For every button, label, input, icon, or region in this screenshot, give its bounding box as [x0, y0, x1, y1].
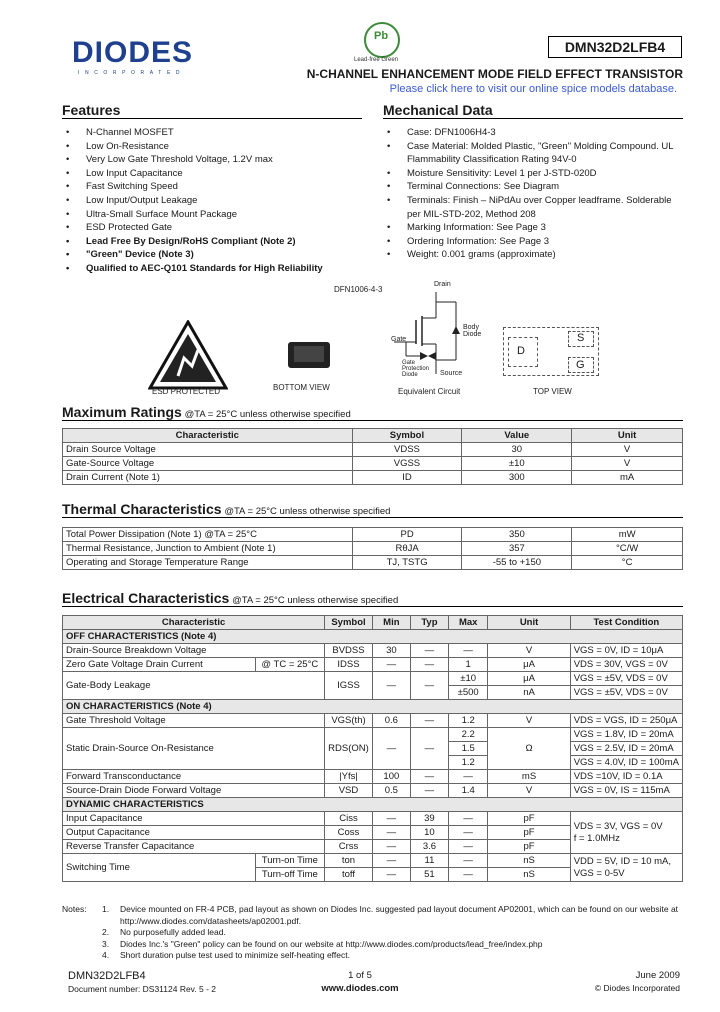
list-item: • Weight: 0.001 grams (approximate) — [383, 248, 683, 262]
table-cell: ±10 — [448, 672, 487, 686]
table-cell: 1.2 — [448, 756, 487, 770]
list-item: • Very Low Gate Threshold Voltage, 1.2V max — [62, 153, 362, 167]
table-row — [63, 714, 683, 728]
table-cell: 1.2 — [448, 714, 487, 728]
list-item: • Lead Free By Design/RoHS Compliant (Note 2) — [62, 235, 362, 249]
table-cell: Thermal Resistance, Junction to Ambient (Note 1) — [63, 542, 353, 556]
table-cell: BVDSS — [325, 644, 373, 658]
table-row — [63, 471, 683, 485]
list-item: • Case Material: Molded Plastic, "Green" Molding Compound. UL Flammability Classification Rating 94V-0 — [383, 140, 683, 167]
dynamic-characteristics-title: DYNAMIC CHARACTERISTICS — [63, 798, 683, 812]
table-header: Unit — [488, 616, 570, 630]
table-cell: — — [372, 854, 410, 868]
table-cell: — — [448, 644, 487, 658]
table-cell: °C — [572, 556, 683, 570]
table-cell: — — [372, 826, 410, 840]
logo-subtext: INCORPORATED — [78, 70, 186, 76]
table-cell: ±500 — [448, 686, 487, 700]
table-cell: 51 — [410, 868, 448, 882]
table-cell: °C/W — [572, 542, 683, 556]
list-item: • Qualified to AEC-Q101 Standards for High Reliability — [62, 262, 362, 276]
table-cell: VDSS — [352, 443, 462, 457]
electrical-heading — [62, 590, 683, 607]
table-cell: nS — [488, 854, 570, 868]
table-cell: — — [372, 728, 410, 770]
list-item: • Low Input/Output Leakage — [62, 194, 362, 208]
table-cell: VGSS — [352, 457, 462, 471]
table-cell: @ TC = 25°C — [255, 658, 325, 672]
table-cell: — — [410, 770, 448, 784]
table-cell: Operating and Storage Temperature Range — [63, 556, 353, 570]
table-cell: RθJA — [352, 542, 462, 556]
table-cell: Ω — [488, 728, 570, 770]
on-characteristics-title: ON CHARACTERISTICS (Note 4) — [63, 700, 683, 714]
table-cell: Crss — [325, 840, 373, 854]
table-cell: 100 — [372, 770, 410, 784]
table-cell: IDSS — [325, 658, 373, 672]
table-cell: TJ, TSTG — [352, 556, 462, 570]
list-item: • Fast Switching Speed — [62, 180, 362, 194]
table-header: Characteristic — [63, 429, 353, 443]
table-cell — [570, 812, 682, 854]
table-cell: — — [372, 658, 410, 672]
table-cell: — — [448, 826, 487, 840]
table-cell: -55 to +150 — [462, 556, 572, 570]
table-cell: 0.6 — [372, 714, 410, 728]
table-cell: 30 — [462, 443, 572, 457]
table-cell: VGS = ±5V, VDS = 0V — [570, 686, 682, 700]
table-cell: pF — [488, 826, 570, 840]
table-cell: Static Drain-Source On-Resistance — [63, 728, 325, 770]
table-cell: VGS = 1.8V, ID = 20mA — [570, 728, 682, 742]
table-cell: Reverse Transfer Capacitance — [63, 840, 325, 854]
table-header: Characteristic — [63, 616, 325, 630]
table-row — [63, 854, 683, 868]
table-cell: 10 — [410, 826, 448, 840]
table-cell: 2.2 — [448, 728, 487, 742]
table-cell: ±10 — [462, 457, 572, 471]
table-cell: Total Power Dissipation (Note 1) @TA = 25°C — [63, 528, 353, 542]
thermal-table — [62, 527, 683, 570]
note-item: 4. Short duration pulse test used to minimize self-heating effect. — [102, 950, 350, 960]
pin-g-label: G — [576, 359, 585, 371]
table-cell: V — [572, 443, 683, 457]
features-heading: Features — [62, 102, 362, 119]
table-cell — [570, 854, 682, 882]
table-cell: RDS(ON) — [325, 728, 373, 770]
thermal-title: Thermal Characteristics — [62, 501, 222, 517]
pin-d-label: D — [517, 345, 525, 357]
footer-date: June 2009 — [635, 970, 680, 981]
table-cell: Switching Time — [63, 854, 256, 882]
table-cell: 1.4 — [448, 784, 487, 798]
features-list — [62, 126, 362, 276]
lead-free-label: Lead-free Green — [354, 57, 399, 63]
switching-condition-2: VGS = 0-5V — [573, 867, 625, 879]
table-cell: VGS(th) — [325, 714, 373, 728]
table-cell: Gate-Source Voltage — [63, 457, 353, 471]
esd-label: ESD PROTECTED — [152, 387, 221, 396]
table-cell: PD — [352, 528, 462, 542]
table-header: Unit — [572, 429, 683, 443]
footer-page-number: 1 of 5 — [348, 970, 372, 981]
table-cell: 1 — [448, 658, 487, 672]
off-characteristics-title: OFF CHARACTERISTICS (Note 4) — [63, 630, 683, 644]
table-row — [63, 457, 683, 471]
list-item: • Moisture Sensitivity: Level 1 per J-STD-020D — [383, 167, 683, 181]
table-cell: — — [372, 812, 410, 826]
table-cell: Turn-on Time — [255, 854, 325, 868]
table-cell: 30 — [372, 644, 410, 658]
table-cell: pF — [488, 812, 570, 826]
table-cell: ID — [352, 471, 462, 485]
table-cell: 11 — [410, 854, 448, 868]
table-cell: Input Capacitance — [63, 812, 325, 826]
pin-s-label: S — [577, 332, 585, 344]
spice-models-link[interactable]: Please click here to visit our online spice models database. — [389, 83, 677, 95]
switching-condition-1: VDD = 5V, ID = 10 mA, — [573, 855, 672, 867]
table-header: Max — [448, 616, 487, 630]
footer-document-number: Document number: DS31124 Rev. 5 - 2 — [68, 984, 217, 994]
table-cell: IGSS — [325, 672, 373, 700]
table-cell: Gate-Body Leakage — [63, 672, 325, 700]
notes-list — [102, 904, 682, 962]
cap-condition-2: f = 1.0MHz — [573, 832, 620, 844]
table-cell: ton — [325, 854, 373, 868]
part-number: DMN32D2LFB4 — [548, 36, 682, 58]
table-cell: — — [410, 728, 448, 770]
gate-label: Gate — [391, 336, 407, 343]
list-item: • Ordering Information: See Page 3 — [383, 235, 683, 249]
table-cell: VSD — [325, 784, 373, 798]
table-cell: VGS = 2.5V, ID = 20mA — [570, 742, 682, 756]
footer-website-link[interactable]: www.diodes.com — [321, 983, 399, 994]
table-cell: mW — [572, 528, 683, 542]
table-cell: V — [488, 784, 570, 798]
table-cell: 3.6 — [410, 840, 448, 854]
list-item: • "Green" Device (Note 3) — [62, 248, 362, 262]
table-cell: — — [410, 714, 448, 728]
electrical-condition: @TA = 25°C unless otherwise specified — [232, 595, 399, 606]
table-cell: — — [448, 770, 487, 784]
max-ratings-condition: @TA = 25°C unless otherwise specified — [184, 409, 351, 420]
source-label: Source — [440, 370, 463, 377]
table-cell: V — [488, 714, 570, 728]
table-header: Symbol — [325, 616, 373, 630]
table-row — [63, 812, 683, 826]
list-item: • Terminal Connections: See Diagram — [383, 180, 683, 194]
table-cell: pF — [488, 840, 570, 854]
table-cell: VGS = ±5V, VDS = 0V — [570, 672, 682, 686]
list-item: • Low On-Resistance — [62, 140, 362, 154]
table-cell: 357 — [462, 542, 572, 556]
table-cell: — — [448, 812, 487, 826]
table-cell: 1.5 — [448, 742, 487, 756]
table-cell: toff — [325, 868, 373, 882]
table-row — [63, 644, 683, 658]
table-cell: Coss — [325, 826, 373, 840]
bottom-view-label: BOTTOM VIEW — [273, 383, 330, 392]
table-header: Typ — [410, 616, 448, 630]
table-cell: — — [410, 672, 448, 700]
esd-warning-icon — [148, 320, 228, 390]
footer-part-number: DMN32D2LFB4 — [68, 970, 146, 982]
diodes-logo: DIODES — [72, 36, 194, 69]
list-item: • Marking Information: See Page 3 — [383, 221, 683, 235]
table-cell: VDS =10V, ID = 0.1A — [570, 770, 682, 784]
table-row — [63, 770, 683, 784]
table-header: Symbol — [352, 429, 462, 443]
table-cell: Forward Transconductance — [63, 770, 325, 784]
list-item: • ESD Protected Gate — [62, 221, 362, 235]
table-cell: 300 — [462, 471, 572, 485]
table-cell: Zero Gate Voltage Drain Current — [63, 658, 256, 672]
table-cell: VDS = VGS, ID = 250μA — [570, 714, 682, 728]
table-cell: — — [410, 658, 448, 672]
table-cell: — — [410, 644, 448, 658]
table-cell: — — [372, 672, 410, 700]
table-cell: mA — [572, 471, 683, 485]
table-cell: — — [448, 868, 487, 882]
drain-label: Drain — [434, 281, 451, 288]
table-cell: 350 — [462, 528, 572, 542]
table-cell: nS — [488, 868, 570, 882]
table-cell: — — [372, 868, 410, 882]
mechanical-list — [383, 126, 683, 262]
table-cell: |Yfs| — [325, 770, 373, 784]
body-diode-label: Body Diode — [463, 324, 482, 338]
table-cell: V — [488, 644, 570, 658]
package-bottom-icon — [286, 340, 332, 370]
note-item: 3. Diodes Inc.'s "Green" policy can be found on our website at http://www.diodes.com/products/lead_free/index.php — [102, 938, 543, 949]
table-row — [63, 784, 683, 798]
mechanical-heading: Mechanical Data — [383, 102, 683, 119]
table-row — [63, 528, 683, 542]
list-item: • Ultra-Small Surface Mount Package — [62, 208, 362, 222]
table-cell: VGS = 0V, ID = 10μA — [570, 644, 682, 658]
table-cell: V — [572, 457, 683, 471]
table-row — [63, 672, 683, 686]
list-item: • Case: DFN1006H4-3 — [383, 126, 683, 140]
max-ratings-table — [62, 428, 683, 485]
table-row — [63, 728, 683, 742]
note-item: 2. No purposefully added lead. — [102, 927, 226, 937]
table-cell: 0.5 — [372, 784, 410, 798]
table-cell: VGS = 0V, IS = 115mA — [570, 784, 682, 798]
table-cell: Output Capacitance — [63, 826, 325, 840]
footer-copyright: © Diodes Incorporated — [594, 983, 680, 993]
table-cell: — — [448, 840, 487, 854]
cap-condition-1: VDS = 3V, VGS = 0V — [573, 820, 663, 832]
table-header: Min — [372, 616, 410, 630]
package-name: DFN1006-4-3 — [334, 285, 383, 294]
notes-label: Notes: — [62, 904, 87, 914]
table-cell: — — [448, 854, 487, 868]
table-cell: Drain Current (Note 1) — [63, 471, 353, 485]
page-subtitle: N-CHANNEL ENHANCEMENT MODE FIELD EFFECT TRANSISTOR — [306, 67, 683, 81]
table-cell: Drain Source Voltage — [63, 443, 353, 457]
list-item: • N-Channel MOSFET — [62, 126, 362, 140]
top-view-label: TOP VIEW — [533, 387, 572, 396]
table-cell: Drain-Source Breakdown Voltage — [63, 644, 325, 658]
table-cell: — — [372, 840, 410, 854]
note-item: 1. Device mounted on FR-4 PCB, pad layout as shown on Diodes Inc. suggested pad layout document AP02001, which can be found on our website at — [102, 904, 679, 914]
table-row — [63, 658, 683, 672]
table-cell: VDS = 30V, VGS = 0V — [570, 658, 682, 672]
max-ratings-title: Maximum Ratings — [62, 404, 182, 420]
table-cell: nA — [488, 686, 570, 700]
note-item: http://www.diodes.com/datasheets/ap02001.pdf. — [120, 915, 301, 926]
table-cell: — — [410, 784, 448, 798]
table-row — [63, 443, 683, 457]
gate-protection-label: Gate Protection Diode — [402, 360, 430, 378]
table-cell: Turn-off Time — [255, 868, 325, 882]
thermal-heading — [62, 501, 683, 518]
list-item: • Low Input Capacitance — [62, 167, 362, 181]
list-item: • Terminals: Finish – NiPdAu over Copper leadframe. Solderable per MIL-STD-202, Method 208 — [383, 194, 683, 221]
table-cell: μA — [488, 658, 570, 672]
table-cell: mS — [488, 770, 570, 784]
electrical-title: Electrical Characteristics — [62, 590, 230, 606]
table-cell: Ciss — [325, 812, 373, 826]
table-cell: Gate Threshold Voltage — [63, 714, 325, 728]
table-cell: VGS = 4.0V, ID = 100mA — [570, 756, 682, 770]
equivalent-circuit-label: Equivalent Circuit — [398, 387, 461, 396]
table-row — [63, 556, 683, 570]
pb-badge-text: Pb — [374, 30, 389, 42]
table-cell: μA — [488, 672, 570, 686]
table-cell: Source-Drain Diode Forward Voltage — [63, 784, 325, 798]
table-header: Test Condition — [570, 616, 682, 630]
table-header: Value — [462, 429, 572, 443]
electrical-table — [62, 615, 683, 882]
table-row — [63, 542, 683, 556]
max-ratings-heading — [62, 404, 683, 421]
table-cell: 39 — [410, 812, 448, 826]
thermal-condition: @TA = 25°C unless otherwise specified — [224, 506, 391, 517]
